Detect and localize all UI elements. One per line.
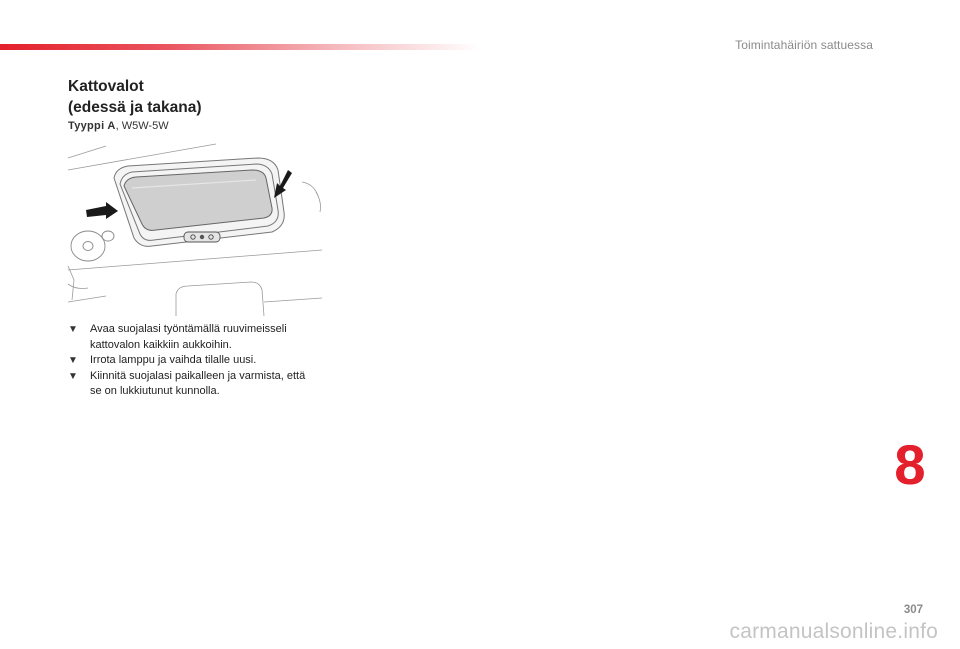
section-title-line1: Kattovalot: [68, 78, 144, 95]
list-item-text: Avaa suojalasi työntämällä ruuvimeisseli kattovalon kaikkiin aukkoihin.: [90, 323, 287, 351]
bulb-type-label: Tyyppi A: [68, 120, 116, 132]
section-title: [68, 76, 202, 118]
list-item: [68, 369, 318, 400]
page-number: 307: [903, 604, 923, 616]
bullet-arrow-icon: ▼: [68, 370, 78, 382]
chapter-title: Toimintahäiriön sattuessa: [735, 38, 873, 52]
header-accent-bar: [0, 44, 480, 50]
bulb-type: [68, 120, 169, 132]
ceiling-lamp-diagram: [66, 140, 324, 318]
list-item-text: Kiinnitä suojalasi paikalleen ja varmista, että se on lukkiutunut kunnolla.: [90, 369, 306, 397]
watermark: carmanualsonline.info: [729, 620, 938, 643]
bulb-type-value: , W5W-5W: [115, 120, 169, 132]
list-item: [68, 353, 318, 369]
list-item-text: Irrota lamppu ja vaihda tilalle uusi.: [90, 354, 257, 366]
instruction-list: [68, 322, 318, 400]
chapter-number: 8: [894, 433, 926, 496]
section-title-line2: (edessä ja takana): [68, 99, 202, 116]
bullet-arrow-icon: ▼: [68, 355, 78, 366]
list-item: [68, 322, 318, 353]
bullet-arrow-icon: ▼: [68, 324, 78, 335]
